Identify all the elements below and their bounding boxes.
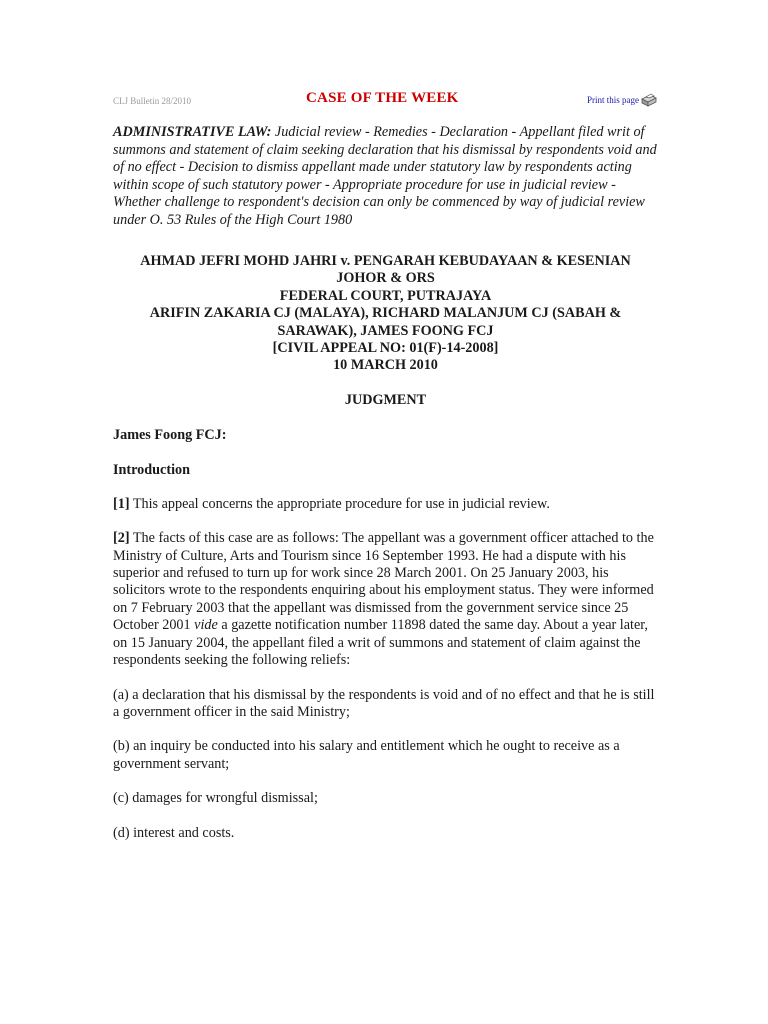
bulletin-label: CLJ Bulletin 28/2010 [113,96,192,106]
case-parties-line2: JOHOR & ORS [336,270,435,287]
relief-b: (b) an inquiry be conducted into his salary and entitlement which he ought to receive as a government servant; [113,738,620,772]
paragraph-text: This appeal concerns the appropriate procedure for use in judicial review. [129,495,550,512]
relief-d: (d) interest and costs. [113,824,235,841]
relief-c: (c) damages for wrongful dismissal; [113,790,318,807]
headnote-text: Judicial review - Remedies - Declaration - Appellant filed writ of summons and statement of claim seeking declaration that his dismissal by respondents void and of no effect - Decision to dismiss appellant made under statutory law by respondents acting within scope of such statutory power - Appropriate procedure for use in judicial review - Whether challenge to respondent's decision can only be commenced by way of judicial review under O. 53 Rules of the High Court 1980 [113,124,657,228]
paragraph-2 [113,530,658,669]
case-title-block [113,253,658,375]
relief-a: (a) a declaration that his dismissal by the respondents is void and of no effect and that he is still a government officer in the said Ministry; [113,686,655,720]
print-page-link[interactable] [587,92,658,108]
paragraph-italic-term: vide [194,617,218,634]
paragraph-number: [1] [113,495,130,512]
paragraph-1 [113,496,658,513]
article-body [113,124,658,842]
paragraph-text: The facts of this case are as follows: The appellant was a government officer attached to the Ministry of Culture, Arts and Tourism since 16 September 1993. He had a dispute with his superior and refused to turn up for work since 28 March 2001. On 25 January 2003, his solicitors wrote to the respondents enquiring about his employment status. They were informed on 7 February 2003 that the appellant was dismissed from the government service since 25 October 2001 [113,530,654,634]
headnote [113,124,658,229]
case-parties-line1: AHMAD JEFRI MOHD JAHRI v. PENGARAH KEBUDAYAAN & KESENIAN [140,253,631,269]
header-bar [113,90,658,112]
paragraph-number: [2] [113,530,130,547]
case-bench-line1: ARIFIN ZAKARIA CJ (MALAYA), RICHARD MALANJUM CJ (SABAH & [149,305,622,322]
paragraph-text: a gazette notification number 11898 dated the same day. About a year later, on 15 January 2004, the appellant filed a writ of summons and statement of claim against the respondents seeking the following reliefs: [113,617,648,669]
case-court: FEDERAL COURT, PUTRAJAYA [279,287,492,304]
headnote-topic: ADMINISTRATIVE LAW: [113,124,272,140]
print-link-label[interactable]: Print this page [587,95,639,105]
page-title: CASE OF THE WEEK [306,90,459,106]
case-appeal-number: [CIVIL APPEAL NO: 01(F)-14-2008] [272,340,499,357]
case-date: 10 MARCH 2010 [333,357,438,374]
judge-name: James Foong FCJ: [113,426,227,443]
case-bench-line2: SARAWAK), JAMES FOONG FCJ [277,322,494,339]
printer-icon[interactable] [640,92,658,108]
judgment-heading: JUDGMENT [344,391,427,408]
section-heading: Introduction [113,461,190,478]
